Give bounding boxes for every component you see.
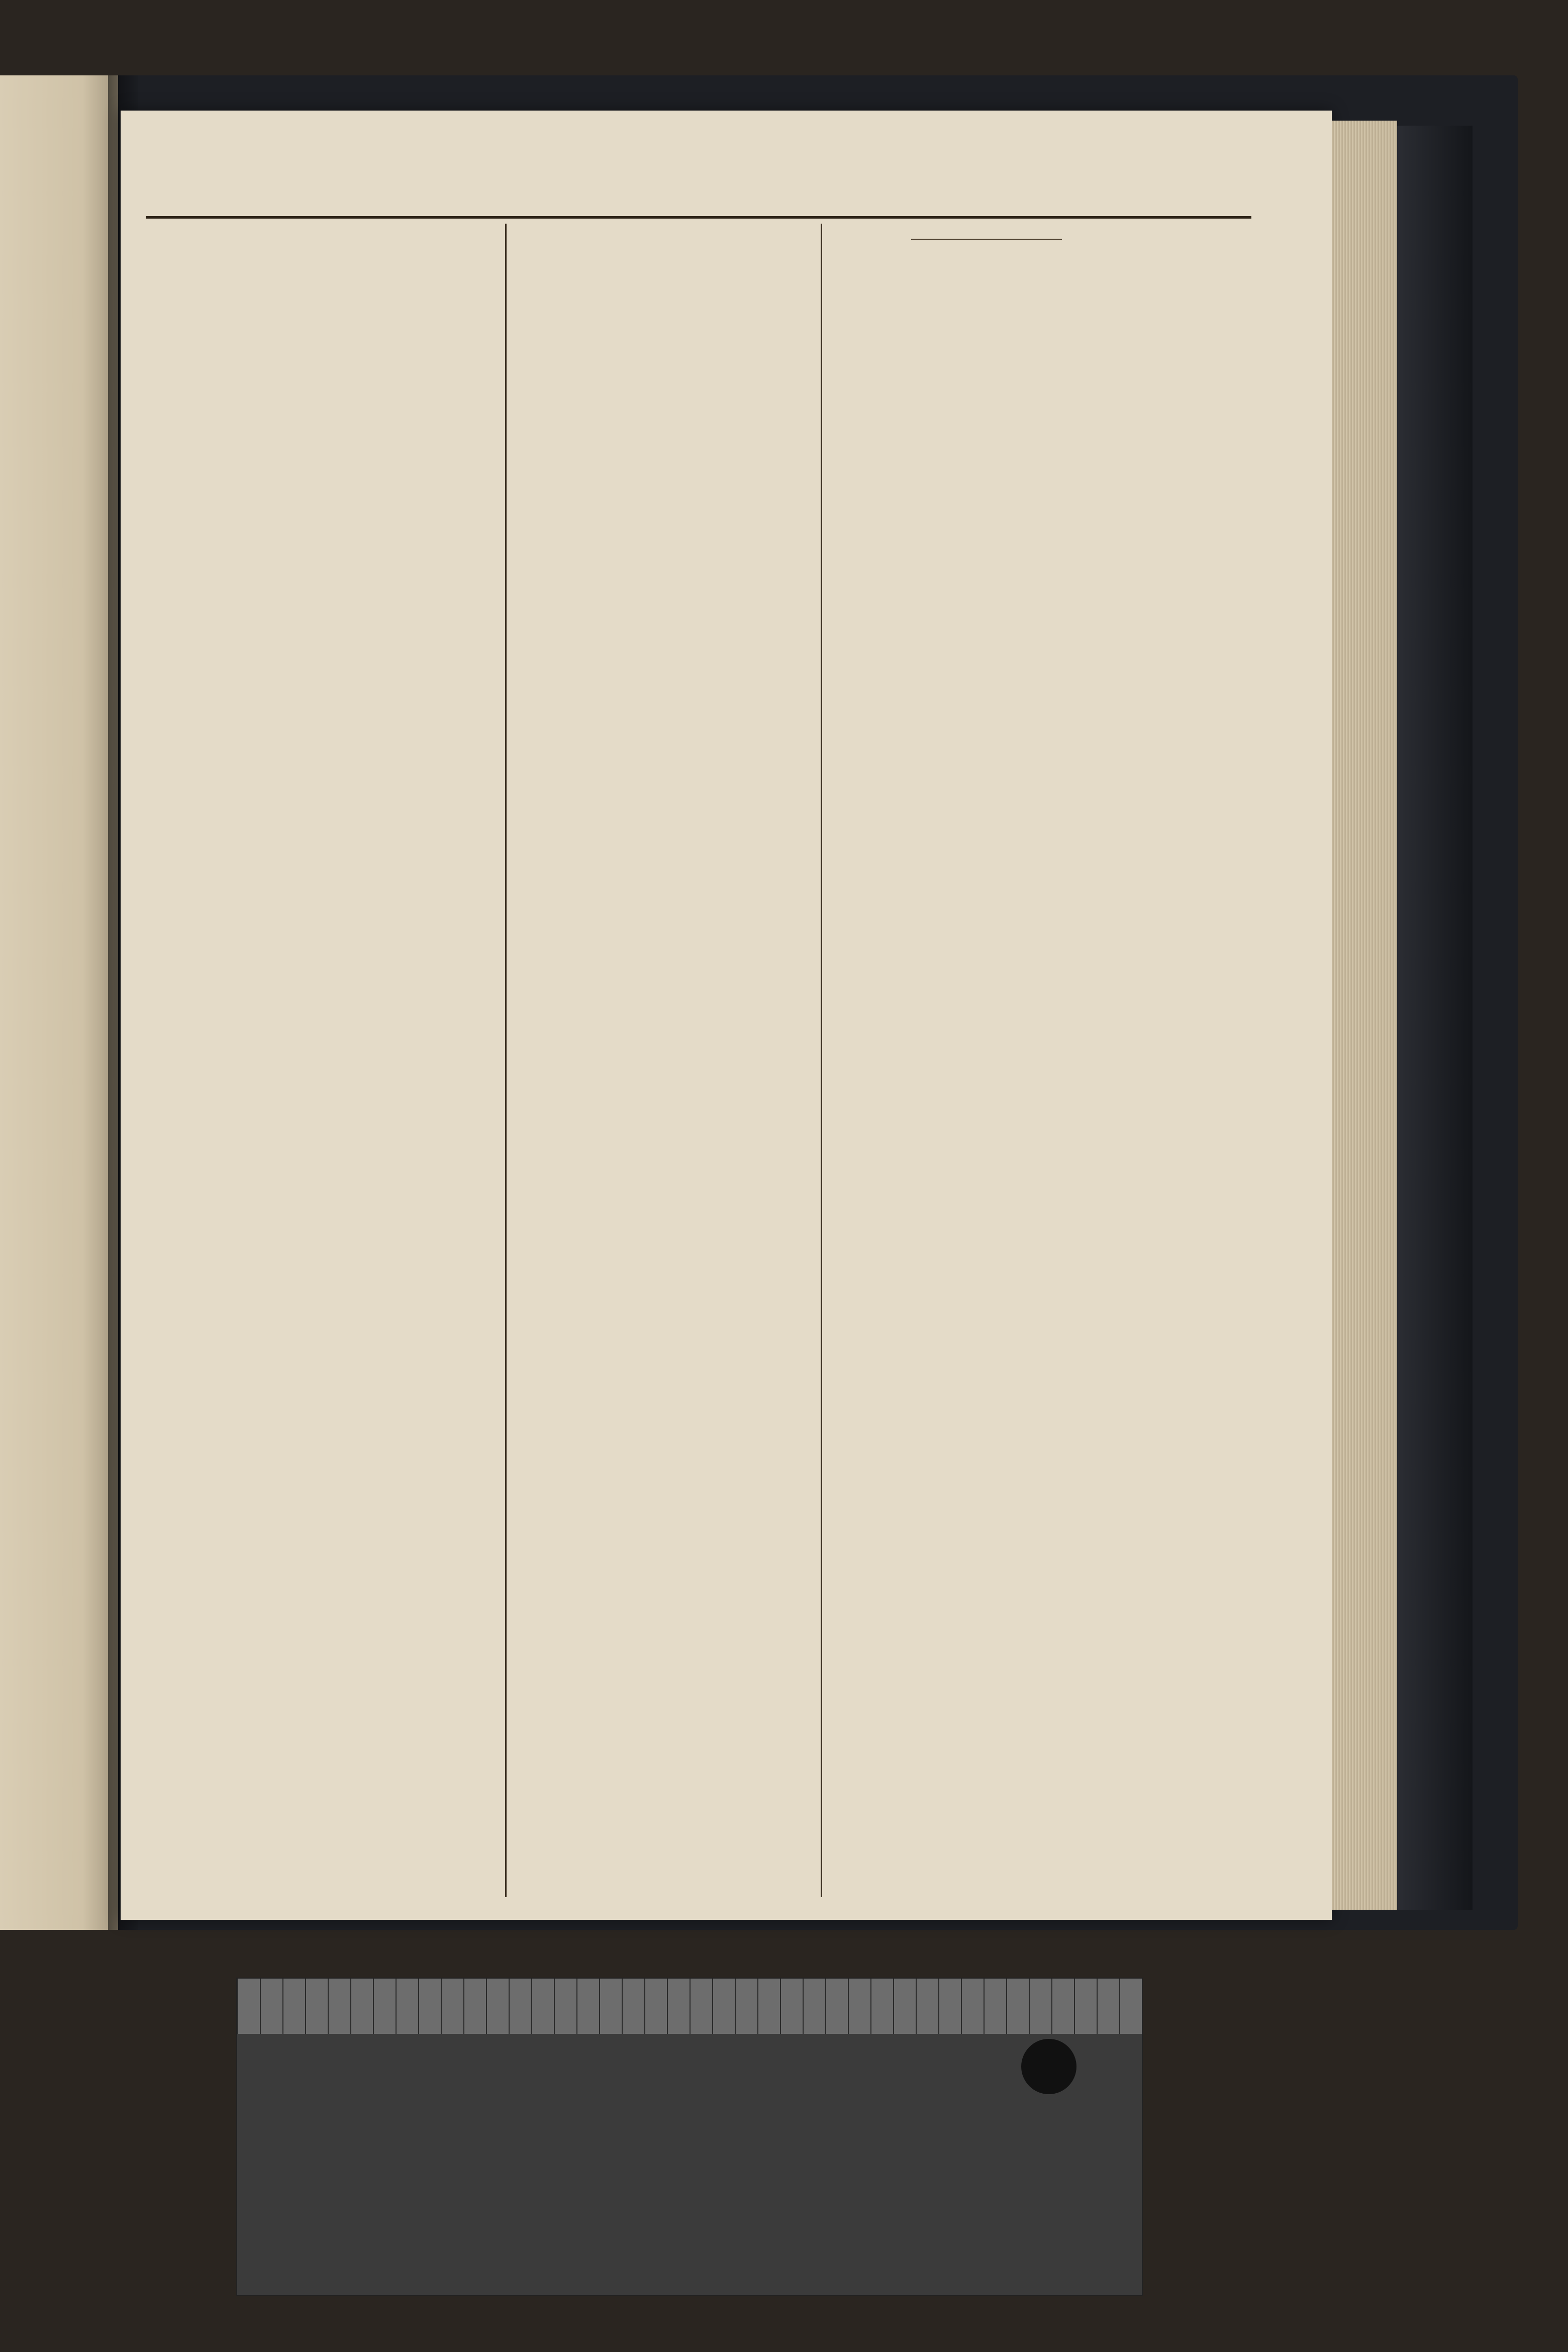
column-divider — [821, 224, 822, 1897]
page-edges — [1332, 121, 1397, 1910]
swatch-row-light — [237, 2104, 1142, 2175]
column-1 — [143, 229, 495, 1902]
section-separator — [911, 239, 1062, 240]
right-page — [121, 111, 1332, 1920]
left-page-fragment — [0, 75, 118, 1930]
column-2 — [518, 229, 812, 1902]
colour-chart — [236, 1978, 1143, 2296]
header-rule — [146, 216, 1251, 219]
swatch-row-dark — [237, 2180, 1142, 2250]
page-header — [146, 168, 1251, 214]
column-3 — [833, 229, 1140, 1902]
swatch-labels — [237, 2079, 1142, 2104]
book-spine — [1397, 126, 1473, 1910]
measuring-ruler — [237, 1979, 1142, 2034]
column-divider — [505, 224, 507, 1897]
